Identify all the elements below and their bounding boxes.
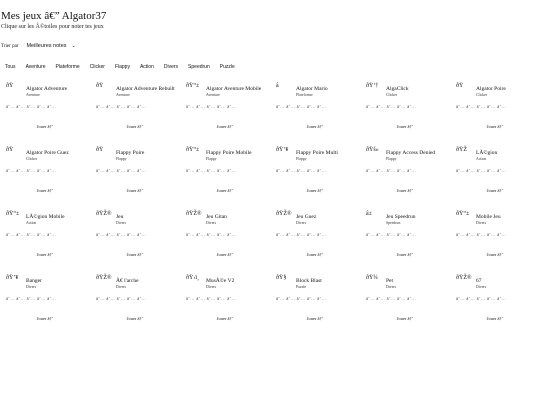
star-rating[interactable]: â˜… â˜… â˜… â˜… â˜… xyxy=(456,296,507,301)
tab-tous[interactable]: Tous xyxy=(5,64,16,70)
star-rating[interactable]: â˜… â˜… â˜… â˜… â˜… xyxy=(96,296,147,301)
play-link[interactable]: Jouer â†’ xyxy=(126,252,144,257)
play-link[interactable]: Jouer â†’ xyxy=(486,124,504,129)
game-title: Algator Poire xyxy=(476,86,506,92)
game-card-header xyxy=(206,278,268,289)
game-title: Jeu xyxy=(116,214,124,220)
game-card xyxy=(90,141,180,205)
game-thumbnail-icon: ðŸš« xyxy=(366,147,379,153)
game-category: Divers xyxy=(296,221,307,225)
game-card xyxy=(450,77,540,141)
game-card xyxy=(450,205,540,269)
sort-selected-value: Meilleures notes xyxy=(26,43,67,49)
play-link[interactable]: Jouer â†’ xyxy=(396,252,414,257)
play-link[interactable]: Jouer â†’ xyxy=(126,316,144,321)
game-grid xyxy=(0,77,540,333)
tab-clicker[interactable]: Clicker xyxy=(89,64,105,70)
game-category: Flappy xyxy=(116,157,127,161)
game-thumbnail-icon: ðŸŽ® xyxy=(96,211,112,217)
game-card xyxy=(450,141,540,205)
star-rating[interactable]: â˜… â˜… â˜… â˜… â˜… xyxy=(186,104,237,109)
star-rating[interactable]: â˜… â˜… â˜… â˜… â˜… xyxy=(276,296,327,301)
game-title: LÃ©gion xyxy=(476,150,498,156)
game-thumbnail-icon: ðŸ›ï¸ xyxy=(186,275,199,281)
game-card xyxy=(0,205,90,269)
game-category: Divers xyxy=(206,221,217,225)
game-thumbnail-icon: ðŸ“± xyxy=(186,83,200,89)
game-title: Pet xyxy=(386,278,394,284)
play-link[interactable]: Jouer â†’ xyxy=(486,316,504,321)
play-link[interactable]: Jouer â†’ xyxy=(216,188,234,193)
game-thumbnail-icon: ðŸ’¥ xyxy=(6,275,19,281)
star-rating[interactable]: â˜… â˜… â˜… â˜… â˜… xyxy=(366,296,417,301)
game-card xyxy=(360,269,450,333)
star-rating[interactable]: â˜… â˜… â˜… â˜… â˜… xyxy=(456,104,507,109)
game-thumbnail-icon: â± xyxy=(366,211,372,217)
game-title: Ã€ l'arche xyxy=(116,278,139,284)
play-link[interactable]: Jouer â†’ xyxy=(396,124,414,129)
page-subtitle: Clique sur les Ã©toiles pour noter tes jeux xyxy=(1,24,104,30)
game-thumbnail-icon: ðŸ‘¥ xyxy=(276,147,289,153)
game-title: Jeu Guez xyxy=(296,214,317,220)
game-thumbnail-icon: ðŸ xyxy=(6,83,14,89)
game-category: Aventure xyxy=(116,93,130,97)
game-title: Jeu Gitan xyxy=(206,214,227,220)
game-card xyxy=(360,77,450,141)
game-title: Algator Poire Guez xyxy=(26,150,69,156)
game-card-header xyxy=(296,86,358,97)
game-category: Clicker xyxy=(476,93,488,97)
game-category: Divers xyxy=(26,285,37,289)
star-rating[interactable]: â˜… â˜… â˜… â˜… â˜… xyxy=(96,168,147,173)
star-rating[interactable]: â˜… â˜… â˜… â˜… â˜… xyxy=(276,104,327,109)
game-title: Algator Mario xyxy=(296,86,328,92)
play-link[interactable]: Jouer â†’ xyxy=(486,252,504,257)
game-card-header xyxy=(26,150,88,161)
play-link[interactable]: Jouer â†’ xyxy=(36,316,54,321)
game-thumbnail-icon: ðŸŽ® xyxy=(276,211,292,217)
game-title: Flappy Access Denied xyxy=(386,150,436,156)
game-card-header xyxy=(296,278,358,289)
game-card-header xyxy=(206,86,268,97)
game-card xyxy=(180,269,270,333)
play-link[interactable]: Jouer â†’ xyxy=(306,252,324,257)
game-card xyxy=(90,77,180,141)
game-card xyxy=(270,77,360,141)
play-link[interactable]: Jouer â†’ xyxy=(36,252,54,257)
game-category: Action xyxy=(26,221,37,225)
tab-puzzle[interactable]: Puzzle xyxy=(219,64,235,70)
game-category: Clicker xyxy=(386,93,398,97)
game-title: Algator Adventure Rebuilt xyxy=(116,86,175,92)
game-thumbnail-icon: ðŸ“± xyxy=(456,211,470,217)
game-thumbnail-icon: ðŸŽ® xyxy=(96,275,112,281)
star-rating[interactable]: â˜… â˜… â˜… â˜… â˜… xyxy=(6,168,57,173)
game-card-header xyxy=(296,150,358,161)
game-card-header xyxy=(386,86,448,97)
game-category: Flappy xyxy=(296,157,307,161)
star-rating[interactable]: â˜… â˜… â˜… â˜… â˜… xyxy=(186,168,237,173)
game-title: Algator Adventure xyxy=(26,86,68,92)
game-thumbnail-icon: ðŸ“± xyxy=(186,147,200,153)
game-category: Divers xyxy=(116,221,127,225)
game-category: Clicker xyxy=(26,157,38,161)
tab-action[interactable]: Action xyxy=(139,64,154,70)
play-link[interactable]: Jouer â†’ xyxy=(216,252,234,257)
game-card xyxy=(180,205,270,269)
game-title: Mobile Jeu xyxy=(476,214,501,220)
sort-select[interactable] xyxy=(26,43,75,49)
game-card xyxy=(270,269,360,333)
star-rating[interactable]: â˜… â˜… â˜… â˜… â˜… xyxy=(456,232,507,237)
game-title: LÃ©gion Mobile xyxy=(26,214,65,220)
tab-flappy[interactable]: Flappy xyxy=(114,64,130,70)
game-category: Divers xyxy=(476,221,487,225)
game-title: Flappy Poire Multi xyxy=(296,150,338,156)
game-thumbnail-icon: ðŸ xyxy=(96,147,104,153)
game-category: Plateforme xyxy=(296,93,313,97)
game-title: Banger xyxy=(26,278,42,284)
game-category: Divers xyxy=(386,285,397,289)
tab-plateforme[interactable]: Plateforme xyxy=(55,64,80,70)
game-card-header xyxy=(386,150,448,161)
game-title: 67 xyxy=(476,278,482,284)
star-rating[interactable]: â˜… â˜… â˜… â˜… â˜… xyxy=(6,296,57,301)
game-card xyxy=(180,77,270,141)
game-thumbnail-icon: ðŸŽ® xyxy=(186,211,202,217)
star-rating[interactable]: â˜… â˜… â˜… â˜… â˜… xyxy=(186,232,237,237)
game-thumbnail-icon: ðŸ“± xyxy=(6,211,20,217)
play-link[interactable]: Jouer â†’ xyxy=(306,316,324,321)
game-thumbnail-icon: ðŸ§ xyxy=(276,275,287,281)
game-card-header xyxy=(116,278,178,289)
game-category: Divers xyxy=(476,285,487,289)
game-category: Divers xyxy=(116,285,127,289)
game-thumbnail-icon: ðŸŽ® xyxy=(456,275,472,281)
game-card xyxy=(450,269,540,333)
tab-divers[interactable]: Divers xyxy=(163,64,179,70)
sort-label: Trier par xyxy=(1,43,19,49)
game-title: MusÃ©e V2 xyxy=(206,278,235,284)
play-link[interactable]: Jouer â†’ xyxy=(216,124,234,129)
game-card xyxy=(0,269,90,333)
star-rating[interactable]: â˜… â˜… â˜… â˜… â˜… xyxy=(366,168,417,173)
game-thumbnail-icon: ðŸ xyxy=(96,83,104,89)
game-thumbnail-icon: ðŸ xyxy=(6,147,14,153)
game-title: Algator Aventure Mobile xyxy=(206,86,262,92)
game-card xyxy=(270,205,360,269)
game-card xyxy=(360,205,450,269)
play-link[interactable]: Jouer â†’ xyxy=(306,188,324,193)
game-card-header xyxy=(476,150,538,161)
game-card-header xyxy=(116,214,178,225)
game-card-header xyxy=(476,86,538,97)
game-card xyxy=(0,141,90,205)
play-link[interactable]: Jouer â†’ xyxy=(396,188,414,193)
sort-bar xyxy=(1,43,76,49)
game-thumbnail-icon: â xyxy=(276,83,279,89)
game-category: Aventure xyxy=(26,93,40,97)
star-rating[interactable]: â˜… â˜… â˜… â˜… â˜… xyxy=(186,296,237,301)
play-link[interactable]: Jouer â†’ xyxy=(216,316,234,321)
play-link[interactable]: Jouer â†’ xyxy=(126,124,144,129)
game-card-header xyxy=(26,278,88,289)
game-thumbnail-icon: ðŸ¾ xyxy=(366,275,378,281)
tab-speedrun[interactable]: Speedrun xyxy=(188,64,210,70)
game-title: Flappy Poire xyxy=(116,150,145,156)
category-tabs xyxy=(0,64,240,70)
star-rating[interactable]: â˜… â˜… â˜… â˜… â˜… xyxy=(456,168,507,173)
star-rating[interactable]: â˜… â˜… â˜… â˜… â˜… xyxy=(6,232,57,237)
game-card-header xyxy=(116,150,178,161)
game-card xyxy=(90,269,180,333)
play-link[interactable]: Jouer â†’ xyxy=(486,188,504,193)
game-category: Flappy xyxy=(386,157,397,161)
game-card-header xyxy=(386,278,448,289)
game-card-header xyxy=(26,86,88,97)
game-category: Divers xyxy=(206,285,217,289)
game-category: Speedrun xyxy=(386,221,401,225)
game-thumbnail-icon: ðŸ‘† xyxy=(366,83,379,89)
game-card-header xyxy=(386,214,448,225)
star-rating[interactable]: â˜… â˜… â˜… â˜… â˜… xyxy=(96,232,147,237)
play-link[interactable]: Jouer â†’ xyxy=(36,124,54,129)
game-card-header xyxy=(476,214,538,225)
game-category: Flappy xyxy=(206,157,217,161)
game-category: Puzzle xyxy=(296,285,307,289)
game-card xyxy=(90,205,180,269)
star-rating[interactable]: â˜… â˜… â˜… â˜… â˜… xyxy=(366,104,417,109)
game-card-header xyxy=(206,150,268,161)
game-card-header xyxy=(296,214,358,225)
game-card-header xyxy=(26,214,88,225)
game-card-header xyxy=(476,278,538,289)
star-rating[interactable]: â˜… â˜… â˜… â˜… â˜… xyxy=(96,104,147,109)
game-card xyxy=(270,141,360,205)
star-rating[interactable]: â˜… â˜… â˜… â˜… â˜… xyxy=(6,104,57,109)
game-title: Flappy Poire Mobile xyxy=(206,150,252,156)
play-link[interactable]: Jouer â†’ xyxy=(36,188,54,193)
tab-aventure[interactable]: Aventure xyxy=(25,64,46,70)
game-card-header xyxy=(206,214,268,225)
star-rating[interactable]: â˜… â˜… â˜… â˜… â˜… xyxy=(366,232,417,237)
star-rating[interactable]: â˜… â˜… â˜… â˜… â˜… xyxy=(276,232,327,237)
play-link[interactable]: Jouer â†’ xyxy=(306,124,324,129)
play-link[interactable]: Jouer â†’ xyxy=(396,316,414,321)
play-link[interactable]: Jouer â†’ xyxy=(126,188,144,193)
page-title: Mes jeux â€” Algator37 xyxy=(1,10,107,22)
game-title: Jeu Speedrun xyxy=(386,214,416,220)
game-card xyxy=(360,141,450,205)
game-thumbnail-icon: ðŸŽ xyxy=(456,147,467,153)
game-category: Aventure xyxy=(206,93,220,97)
game-title: AlgaClick xyxy=(386,86,409,92)
game-thumbnail-icon: ðŸ xyxy=(456,83,464,89)
game-title: Block Blast xyxy=(296,278,322,284)
game-card xyxy=(180,141,270,205)
chevron-down-icon: ⌄ xyxy=(71,43,76,49)
game-category: Action xyxy=(476,157,487,161)
star-rating[interactable]: â˜… â˜… â˜… â˜… â˜… xyxy=(276,168,327,173)
game-card xyxy=(0,77,90,141)
game-card-header xyxy=(116,86,178,97)
